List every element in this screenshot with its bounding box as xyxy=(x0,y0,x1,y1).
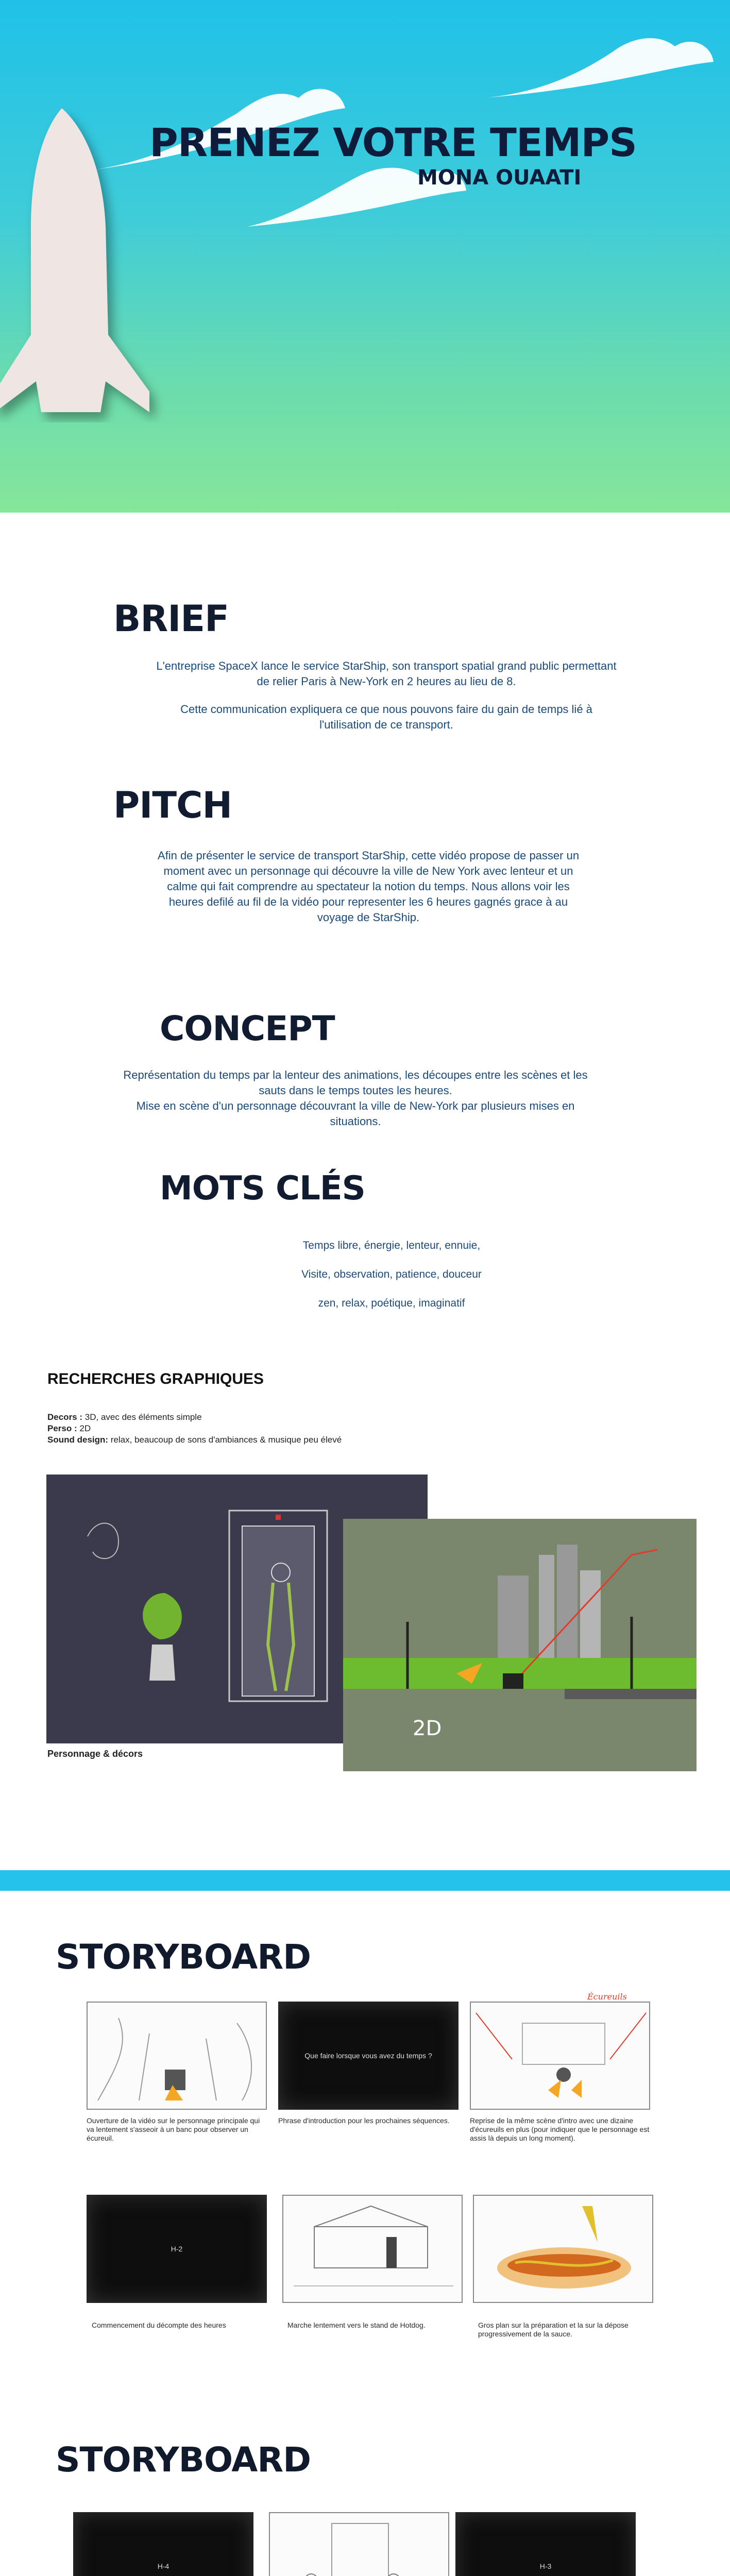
storyboard-1-panel-2 xyxy=(278,2002,459,2110)
concept-heading: CONCEPT xyxy=(160,1009,335,1048)
storyboard-2-panel-3 xyxy=(455,2512,636,2576)
keywords-line-3: zen, relax, poétique, imaginatif xyxy=(318,1297,465,1309)
research-details xyxy=(47,1412,342,1446)
storyboard-1-note: Écureuils xyxy=(587,1992,627,2002)
sketch-2d-note: 2D xyxy=(413,1717,442,1740)
rocket-illustration xyxy=(0,93,170,422)
storyboard-2-label-3: H-3 xyxy=(539,2562,552,2570)
storyboard-1-panel-4 xyxy=(87,2195,267,2303)
research-perso: Perso : 2D xyxy=(47,1423,91,1433)
keywords-line-2: Visite, observation, patience, douceur xyxy=(301,1268,482,1280)
hero-title: PRENEZ VOTRE TEMPS xyxy=(149,120,637,165)
storyboard-1-label-2: Que faire lorsque vous avez du temps ? xyxy=(304,2052,432,2060)
keywords-list xyxy=(268,1231,515,1318)
pitch-paragraph-1: Afin de présenter le service de transport StarShip, cette vidéo propose de passer un moment avec un personnage qui découvre la ville de New York avec lenteur et un calme qui fait comprendre au spectateur la notion du temps. Nous allons voir les heures defilé au fil de la vidéo pour representer les 6 heures gagnés grace à au voyage de StarShip. xyxy=(157,849,580,924)
keywords-heading: MOTS CLÉS xyxy=(160,1170,365,1208)
hero-banner xyxy=(0,0,730,513)
storyboard-1-title: STORYBOARD xyxy=(56,1937,311,1977)
storyboard-2-panel-1 xyxy=(73,2512,253,2576)
hero-author: MONA OUAATI xyxy=(417,166,582,190)
storyboard-1-panel-5 xyxy=(282,2195,463,2303)
storyboard-1-caption-4: Commencement du décompte des heures xyxy=(92,2321,226,2329)
cloud-right-illustration xyxy=(479,31,716,108)
storyboard-1-caption-3: Reprise de la même scène d'intro avec une dizaine d'écureuils en plus (pour indiquer que le personnage est assis là depuis un long moment). xyxy=(470,2116,650,2142)
storyboard-1-label-4: H-2 xyxy=(171,2245,183,2253)
storyboard-1-caption-5: Marche lentement vers le stand de Hotdog. xyxy=(287,2321,426,2329)
concept-paragraph-2: Mise en scène d'un personnage découvrant la ville de New-York par plusieurs mises en situations. xyxy=(136,1099,575,1128)
storyboard-1-caption-2: Phrase d'introduction pour les prochaines séquences. xyxy=(278,2116,450,2125)
storyboard-2-label-1: H-4 xyxy=(157,2562,169,2570)
concept-paragraph-1: Représentation du temps par la lenteur des animations, les découpes entre les scènes et les sauts dans le temps toutes les heures. xyxy=(123,1069,588,1097)
brief-heading: BRIEF xyxy=(113,598,229,640)
storyboard-2-panel-2 xyxy=(269,2512,449,2576)
section-divider-stripe xyxy=(0,1870,730,1891)
research-title: RECHERCHES GRAPHIQUES xyxy=(47,1370,264,1387)
storyboard-1-panel-3 xyxy=(470,2002,650,2110)
brief-paragraph-1: L'entreprise SpaceX lance le service StarShip, son transport spatial grand public permettant de relier Paris à New-York en 2 heures au lieu de 8. xyxy=(156,659,617,688)
storyboard-1-panel-1 xyxy=(87,2002,267,2110)
brief-text xyxy=(155,658,618,745)
brief-paragraph-2: Cette communication expliquera ce que nous pouvons faire du gain de temps lié à l'utilisation de ce transport. xyxy=(180,703,592,731)
storyboard-1-caption-1: Ouverture de la vidéo sur le personnage principale qui va lentement s'asseoir à un banc pour observer un écureuil. xyxy=(87,2116,260,2142)
storyboard-1-caption-6: Gros plan sur la préparation et la sur la dépose progressivement de la sauce. xyxy=(478,2321,629,2338)
pitch-text xyxy=(155,848,582,938)
pitch-heading: PITCH xyxy=(113,784,232,826)
storyboard-1-panel-6 xyxy=(473,2195,653,2303)
concept-text xyxy=(113,1067,598,1142)
keywords-line-1: Temps libre, énergie, lenteur, ennuie, xyxy=(302,1240,481,1251)
research-caption: Personnage & décors xyxy=(47,1749,143,1759)
storyboard-2-title: STORYBOARD xyxy=(56,2440,311,2480)
park-sketch-image xyxy=(343,1519,697,1771)
research-decors: Decors : 3D, avec des éléments simple xyxy=(47,1412,202,1422)
research-sound: Sound design: relax, beaucoup de sons d'ambiances & musique peu élevé xyxy=(47,1435,342,1445)
